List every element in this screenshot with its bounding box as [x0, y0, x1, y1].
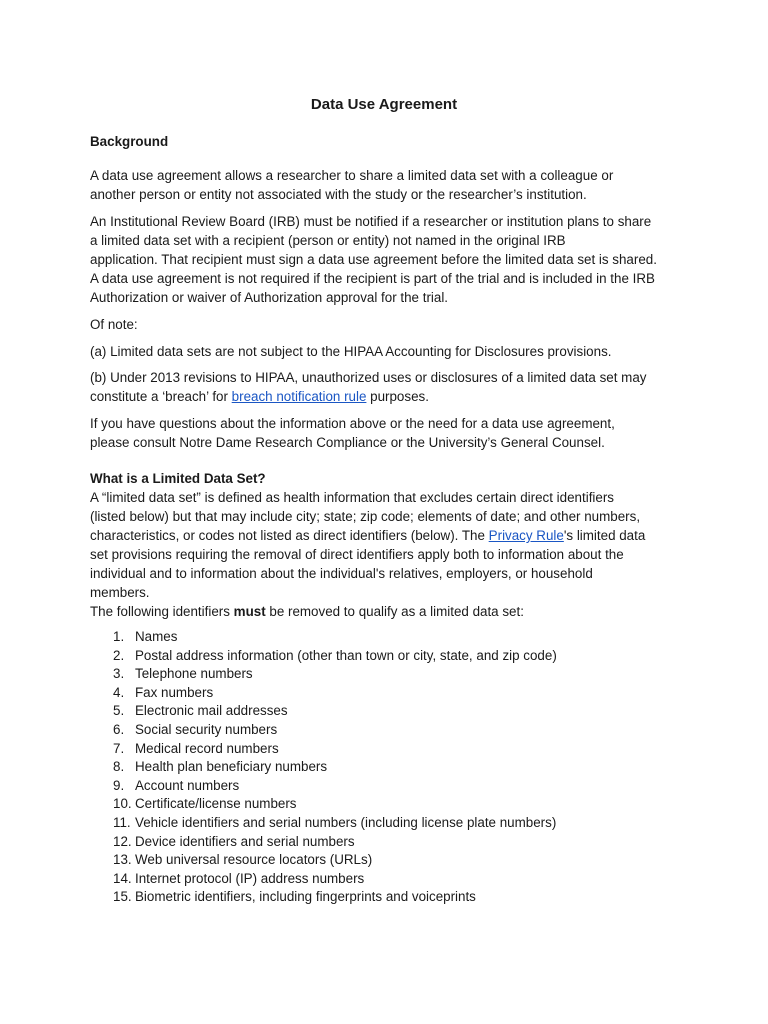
list-text: Electronic mail addresses [135, 703, 288, 719]
list-number: 8. [113, 759, 125, 775]
emphasis-must: must [233, 604, 266, 619]
list-item [90, 721, 690, 740]
text-line: members. [90, 585, 150, 600]
text-line: individual and to information about the individual's relatives, employers, or household [90, 566, 593, 581]
list-text: Postal address information (other than town or city, state, and zip code) [135, 647, 557, 663]
text-line: (listed below) but that may include city; state; zip code; elements of date; and other numbers, [90, 509, 641, 524]
list-number: 7. [113, 740, 125, 756]
list-text: Certificate/license numbers [135, 796, 297, 812]
text-line: (b) Under 2013 revisions to HIPAA, unauthorized uses or disclosures of a limited data set may [90, 370, 647, 385]
list-text: Health plan beneficiary numbers [135, 759, 328, 775]
list-text: Internet protocol (IP) address numbers [135, 870, 365, 886]
text-line: A data use agreement is not required if the recipient is part of the trial and is included in the IRB [90, 271, 655, 286]
text-span: purposes. [366, 389, 429, 404]
background-paragraph-2 [90, 212, 690, 307]
list-number: 1. [113, 629, 125, 644]
list-text: Biometric identifiers, including fingerprints and voiceprints [135, 889, 476, 905]
of-note-label: Of note: [90, 317, 138, 332]
text-span: constitute a ‘breach’ for [90, 389, 232, 404]
text-span: be removed to qualify as a limited data set: [265, 604, 524, 619]
text-line: a limited data set with a recipient (person or entity) not named in the original IRB [90, 233, 566, 248]
breach-notification-rule-link[interactable]: breach notification rule [231, 389, 367, 404]
list-text: Telephone numbers [135, 666, 253, 682]
list-item [90, 795, 690, 814]
list-item [90, 684, 690, 703]
list-item [90, 888, 690, 907]
limited-data-set-definition [90, 488, 690, 621]
note-b [90, 368, 690, 406]
list-number: 5. [113, 703, 125, 719]
list-number: 9. [113, 777, 125, 793]
note-a: (a) Limited data sets are not subject to the HIPAA Accounting for Disclosures provisions. [90, 344, 612, 359]
text-span: 's limited data [563, 528, 646, 543]
list-number: 14. [113, 870, 132, 886]
background-heading: Background [90, 134, 169, 149]
background-paragraph-1 [90, 166, 690, 204]
list-number: 2. [113, 647, 125, 663]
list-number: 3. [113, 666, 125, 682]
text-line: Authorization or waiver of Authorization approval for the trial. [90, 290, 449, 305]
list-number: 4. [113, 684, 125, 700]
list-text: Vehicle identifiers and serial numbers (including license plate numbers) [135, 814, 557, 830]
list-item [90, 870, 690, 889]
text-line: If you have questions about the information above or the need for a data use agreement, [90, 416, 615, 431]
text-line: please consult Notre Dame Research Compliance or the University’s General Counsel. [90, 435, 605, 450]
list-item [90, 814, 690, 833]
document-title: Data Use Agreement [310, 96, 458, 113]
list-item [90, 740, 690, 759]
list-number: 6. [113, 721, 125, 737]
list-number: 10. [113, 796, 132, 812]
list-text: Device identifiers and serial numbers [135, 833, 355, 849]
list-item [90, 833, 690, 852]
list-item [90, 628, 690, 647]
list-item [90, 777, 690, 796]
background-paragraph-3 [90, 414, 690, 452]
list-item [90, 647, 690, 666]
list-number: 15. [113, 889, 132, 905]
list-text: Web universal resource locators (URLs) [135, 852, 373, 868]
limited-data-set-heading: What is a Limited Data Set? [90, 471, 266, 486]
list-number: 12. [113, 833, 132, 849]
list-text: Medical record numbers [135, 740, 279, 756]
text-line [90, 387, 690, 406]
text-line: application. That recipient must sign a data use agreement before the limited data set is shared. [90, 252, 657, 267]
list-text: Account numbers [135, 777, 240, 793]
list-item [90, 851, 690, 870]
text-line: A data use agreement allows a researcher to share a limited data set with a colleague or [90, 168, 614, 183]
identifiers-intro [90, 602, 690, 621]
list-text: Social security numbers [135, 721, 278, 737]
list-number: 11. [113, 814, 131, 830]
privacy-rule-link[interactable]: Privacy Rule [488, 528, 564, 543]
text-line [90, 526, 690, 545]
list-item [90, 758, 690, 777]
list-item [90, 702, 690, 721]
list-item [90, 665, 690, 684]
identifiers-list [90, 628, 690, 907]
text-span: characteristics, or codes not listed as direct identifiers (below). The [90, 528, 489, 543]
text-line: set provisions requiring the removal of direct identifiers apply both to information about the [90, 547, 624, 562]
text-line: A “limited data set” is defined as health information that excludes certain direct identifiers [90, 490, 614, 505]
text-span: The following identifiers [90, 604, 234, 619]
list-text: Fax numbers [135, 684, 214, 700]
list-number: 13. [113, 852, 132, 868]
text-line: An Institutional Review Board (IRB) must be notified if a researcher or institution plans to share [90, 214, 652, 229]
text-line: another person or entity not associated with the study or the researcher’s institution. [90, 187, 587, 202]
list-text: Names [135, 629, 178, 644]
